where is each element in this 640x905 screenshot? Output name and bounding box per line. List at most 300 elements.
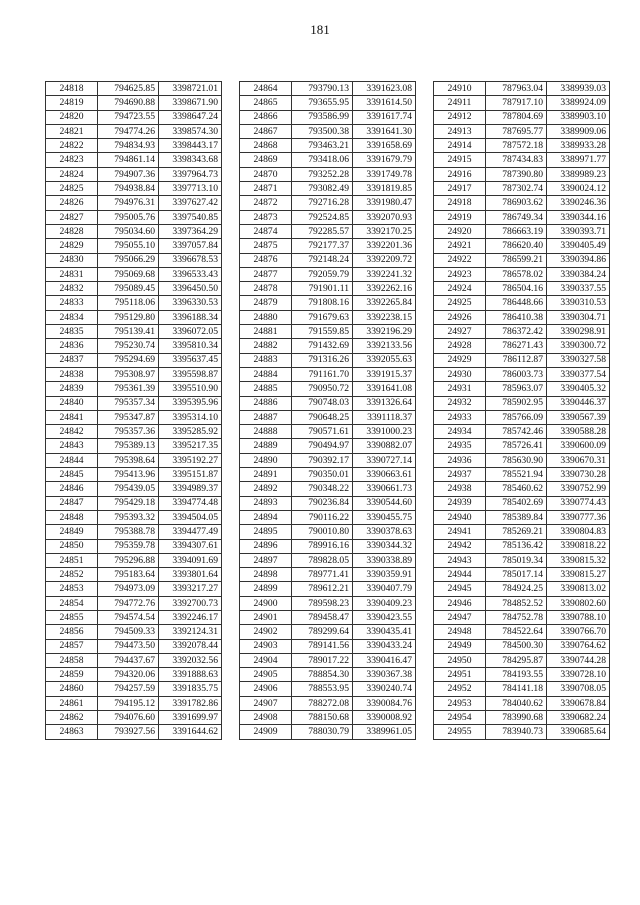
y-coordinate-cell: 3390024.12 <box>547 182 610 196</box>
table-row <box>434 539 610 553</box>
page-number: 181 <box>310 22 330 37</box>
y-coordinate-cell: 3390378.63 <box>353 525 416 539</box>
point-id-cell: 24835 <box>46 325 98 339</box>
point-id-cell: 24828 <box>46 224 98 238</box>
point-id-cell: 24919 <box>434 210 486 224</box>
table-row <box>434 139 610 153</box>
x-coordinate-cell: 785963.07 <box>486 382 547 396</box>
y-coordinate-cell: 3390744.28 <box>547 653 610 667</box>
point-id-cell: 24826 <box>46 196 98 210</box>
y-coordinate-cell: 3395598.87 <box>159 367 222 381</box>
y-coordinate-cell: 3395192.27 <box>159 453 222 467</box>
point-id-cell: 24938 <box>434 482 486 496</box>
point-id-cell: 24858 <box>46 653 98 667</box>
x-coordinate-cell: 791432.69 <box>292 339 353 353</box>
table-row <box>434 696 610 710</box>
table-row <box>46 396 222 410</box>
table-row <box>46 282 222 296</box>
x-coordinate-cell: 786749.34 <box>486 210 547 224</box>
point-id-cell: 24873 <box>240 210 292 224</box>
x-coordinate-cell: 787917.10 <box>486 96 547 110</box>
y-coordinate-cell: 3397627.42 <box>159 196 222 210</box>
point-id-cell: 24931 <box>434 382 486 396</box>
point-id-cell: 24899 <box>240 582 292 596</box>
x-coordinate-cell: 788030.79 <box>292 725 353 739</box>
y-coordinate-cell: 3392055.63 <box>353 353 416 367</box>
y-coordinate-cell: 3391819.85 <box>353 182 416 196</box>
x-coordinate-cell: 791316.26 <box>292 353 353 367</box>
table-row <box>46 496 222 510</box>
table-row <box>46 553 222 567</box>
point-id-cell: 24904 <box>240 653 292 667</box>
x-coordinate-cell: 784295.87 <box>486 653 547 667</box>
x-coordinate-cell: 793463.21 <box>292 139 353 153</box>
table-row <box>46 310 222 324</box>
y-coordinate-cell: 3389971.77 <box>547 153 610 167</box>
table-row <box>240 282 416 296</box>
x-coordinate-cell: 786372.42 <box>486 325 547 339</box>
y-coordinate-cell: 3390246.36 <box>547 196 610 210</box>
table-row <box>240 353 416 367</box>
point-id-cell: 24853 <box>46 582 98 596</box>
y-coordinate-cell: 3390446.37 <box>547 396 610 410</box>
x-coordinate-cell: 791559.85 <box>292 325 353 339</box>
table-row <box>434 496 610 510</box>
table-row <box>46 525 222 539</box>
table-row <box>434 82 610 96</box>
y-coordinate-cell: 3392265.84 <box>353 296 416 310</box>
x-coordinate-cell: 794861.14 <box>98 153 159 167</box>
y-coordinate-cell: 3390802.60 <box>547 596 610 610</box>
x-coordinate-cell: 793586.99 <box>292 110 353 124</box>
x-coordinate-cell: 794690.88 <box>98 96 159 110</box>
y-coordinate-cell: 3395510.90 <box>159 382 222 396</box>
x-coordinate-cell: 792716.28 <box>292 196 353 210</box>
x-coordinate-cell: 791161.70 <box>292 367 353 381</box>
x-coordinate-cell: 794257.59 <box>98 682 159 696</box>
point-id-cell: 24946 <box>434 596 486 610</box>
x-coordinate-cell: 784193.55 <box>486 668 547 682</box>
point-id-cell: 24924 <box>434 282 486 296</box>
table-row <box>434 396 610 410</box>
y-coordinate-cell: 3390435.41 <box>353 625 416 639</box>
x-coordinate-cell: 794509.33 <box>98 625 159 639</box>
table-row <box>240 453 416 467</box>
x-coordinate-cell: 795429.18 <box>98 496 159 510</box>
point-id-cell: 24856 <box>46 625 98 639</box>
table-row <box>434 210 610 224</box>
x-coordinate-cell: 795357.36 <box>98 425 159 439</box>
x-coordinate-cell: 792059.79 <box>292 267 353 281</box>
y-coordinate-cell: 3389903.10 <box>547 110 610 124</box>
x-coordinate-cell: 785742.46 <box>486 425 547 439</box>
point-id-cell: 24945 <box>434 582 486 596</box>
table-row <box>46 124 222 138</box>
table-row <box>46 696 222 710</box>
table-row <box>434 610 610 624</box>
x-coordinate-cell: 792148.24 <box>292 253 353 267</box>
table-row <box>434 425 610 439</box>
y-coordinate-cell: 3395810.34 <box>159 339 222 353</box>
y-coordinate-cell: 3390405.49 <box>547 239 610 253</box>
point-id-cell: 24909 <box>240 725 292 739</box>
table-row <box>434 568 610 582</box>
x-coordinate-cell: 795034.60 <box>98 224 159 238</box>
y-coordinate-cell: 3398721.01 <box>159 82 222 96</box>
table-row <box>240 396 416 410</box>
point-id-cell: 24860 <box>46 682 98 696</box>
x-coordinate-cell: 795118.06 <box>98 296 159 310</box>
y-coordinate-cell: 3396072.05 <box>159 325 222 339</box>
table-row <box>240 496 416 510</box>
table-row <box>46 367 222 381</box>
x-coordinate-cell: 784500.30 <box>486 639 547 653</box>
table-row <box>46 167 222 181</box>
table-row <box>46 196 222 210</box>
point-id-cell: 24906 <box>240 682 292 696</box>
y-coordinate-cell: 3391118.37 <box>353 410 416 424</box>
x-coordinate-cell: 795439.05 <box>98 482 159 496</box>
x-coordinate-cell: 795230.74 <box>98 339 159 353</box>
table-row <box>434 267 610 281</box>
x-coordinate-cell: 794574.54 <box>98 610 159 624</box>
point-id-cell: 24880 <box>240 310 292 324</box>
x-coordinate-cell: 785136.42 <box>486 539 547 553</box>
x-coordinate-cell: 794834.93 <box>98 139 159 153</box>
x-coordinate-cell: 794938.84 <box>98 182 159 196</box>
x-coordinate-cell: 784752.78 <box>486 610 547 624</box>
table-row <box>240 725 416 739</box>
x-coordinate-cell: 790010.80 <box>292 525 353 539</box>
point-id-cell: 24910 <box>434 82 486 96</box>
y-coordinate-cell: 3390337.55 <box>547 282 610 296</box>
x-coordinate-cell: 795388.78 <box>98 525 159 539</box>
y-coordinate-cell: 3390327.58 <box>547 353 610 367</box>
x-coordinate-cell: 789771.41 <box>292 568 353 582</box>
point-id-cell: 24952 <box>434 682 486 696</box>
y-coordinate-cell: 3398647.24 <box>159 110 222 124</box>
table-row <box>240 210 416 224</box>
table-row <box>46 239 222 253</box>
point-id-cell: 24877 <box>240 267 292 281</box>
x-coordinate-cell: 788150.68 <box>292 711 353 725</box>
table-row <box>46 653 222 667</box>
point-id-cell: 24928 <box>434 339 486 353</box>
x-coordinate-cell: 784924.25 <box>486 582 547 596</box>
y-coordinate-cell: 3391782.86 <box>159 696 222 710</box>
point-id-cell: 24849 <box>46 525 98 539</box>
table-row <box>434 510 610 524</box>
point-id-cell: 24901 <box>240 610 292 624</box>
table-row <box>434 110 610 124</box>
x-coordinate-cell: 785460.62 <box>486 482 547 496</box>
y-coordinate-cell: 3390394.86 <box>547 253 610 267</box>
y-coordinate-cell: 3390433.24 <box>353 639 416 653</box>
table-row <box>46 110 222 124</box>
table-row <box>46 224 222 238</box>
table-row <box>240 82 416 96</box>
x-coordinate-cell: 795389.13 <box>98 439 159 453</box>
x-coordinate-cell: 783940.73 <box>486 725 547 739</box>
table-row <box>434 639 610 653</box>
table-row <box>240 425 416 439</box>
x-coordinate-cell: 794625.85 <box>98 82 159 96</box>
y-coordinate-cell: 3390407.79 <box>353 582 416 596</box>
point-id-cell: 24869 <box>240 153 292 167</box>
y-coordinate-cell: 3390405.32 <box>547 382 610 396</box>
point-id-cell: 24834 <box>46 310 98 324</box>
point-id-cell: 24867 <box>240 124 292 138</box>
y-coordinate-cell: 3390818.22 <box>547 539 610 553</box>
point-id-cell: 24868 <box>240 139 292 153</box>
x-coordinate-cell: 795069.68 <box>98 267 159 281</box>
y-coordinate-cell: 3390813.02 <box>547 582 610 596</box>
x-coordinate-cell: 785726.41 <box>486 439 547 453</box>
x-coordinate-cell: 795055.10 <box>98 239 159 253</box>
x-coordinate-cell: 790236.84 <box>292 496 353 510</box>
x-coordinate-cell: 795413.96 <box>98 468 159 482</box>
y-coordinate-cell: 3392241.32 <box>353 267 416 281</box>
point-id-cell: 24942 <box>434 539 486 553</box>
table-row <box>434 596 610 610</box>
x-coordinate-cell: 795357.34 <box>98 396 159 410</box>
point-id-cell: 24900 <box>240 596 292 610</box>
y-coordinate-cell: 3396678.53 <box>159 253 222 267</box>
x-coordinate-cell: 794473.50 <box>98 639 159 653</box>
table-row <box>240 224 416 238</box>
x-coordinate-cell: 784852.52 <box>486 596 547 610</box>
point-id-cell: 24844 <box>46 453 98 467</box>
table-row <box>46 639 222 653</box>
y-coordinate-cell: 3390455.75 <box>353 510 416 524</box>
table-row <box>434 553 610 567</box>
y-coordinate-cell: 3390682.24 <box>547 711 610 725</box>
x-coordinate-cell: 793500.38 <box>292 124 353 138</box>
x-coordinate-cell: 786663.19 <box>486 224 547 238</box>
table-row <box>434 253 610 267</box>
x-coordinate-cell: 795294.69 <box>98 353 159 367</box>
y-coordinate-cell: 3394307.61 <box>159 539 222 553</box>
y-coordinate-cell: 3390298.91 <box>547 325 610 339</box>
point-id-cell: 24937 <box>434 468 486 482</box>
y-coordinate-cell: 3396330.53 <box>159 296 222 310</box>
point-id-cell: 24929 <box>434 353 486 367</box>
x-coordinate-cell: 790350.01 <box>292 468 353 482</box>
y-coordinate-cell: 3390338.89 <box>353 553 416 567</box>
table-row <box>46 425 222 439</box>
point-id-cell: 24847 <box>46 496 98 510</box>
y-coordinate-cell: 3390393.71 <box>547 224 610 238</box>
y-coordinate-cell: 3391679.79 <box>353 153 416 167</box>
point-id-cell: 24950 <box>434 653 486 667</box>
point-id-cell: 24833 <box>46 296 98 310</box>
y-coordinate-cell: 3390084.76 <box>353 696 416 710</box>
point-id-cell: 24863 <box>46 725 98 739</box>
table-row <box>240 639 416 653</box>
y-coordinate-cell: 3392201.36 <box>353 239 416 253</box>
x-coordinate-cell: 795139.41 <box>98 325 159 339</box>
point-id-cell: 24902 <box>240 625 292 639</box>
y-coordinate-cell: 3391614.50 <box>353 96 416 110</box>
table-row <box>46 410 222 424</box>
y-coordinate-cell: 3389924.09 <box>547 96 610 110</box>
table-row <box>46 510 222 524</box>
x-coordinate-cell: 791901.11 <box>292 282 353 296</box>
table-row <box>240 610 416 624</box>
point-id-cell: 24925 <box>434 296 486 310</box>
y-coordinate-cell: 3390727.14 <box>353 453 416 467</box>
y-coordinate-cell: 3398343.68 <box>159 153 222 167</box>
point-id-cell: 24837 <box>46 353 98 367</box>
x-coordinate-cell: 787572.18 <box>486 139 547 153</box>
table-row <box>434 182 610 196</box>
table-row <box>240 553 416 567</box>
x-coordinate-cell: 785269.21 <box>486 525 547 539</box>
table-row <box>46 582 222 596</box>
point-id-cell: 24830 <box>46 253 98 267</box>
y-coordinate-cell: 3390240.74 <box>353 682 416 696</box>
table-row <box>46 468 222 482</box>
table-row <box>240 568 416 582</box>
table-row <box>434 124 610 138</box>
table-row <box>46 153 222 167</box>
x-coordinate-cell: 792524.85 <box>292 210 353 224</box>
y-coordinate-cell: 3396188.34 <box>159 310 222 324</box>
coordinate-table-2 <box>239 81 416 740</box>
x-coordinate-cell: 793252.28 <box>292 167 353 181</box>
y-coordinate-cell: 3391641.30 <box>353 124 416 138</box>
table-row <box>434 482 610 496</box>
y-coordinate-cell: 3394477.49 <box>159 525 222 539</box>
x-coordinate-cell: 792285.57 <box>292 224 353 238</box>
point-id-cell: 24953 <box>434 696 486 710</box>
point-id-cell: 24891 <box>240 468 292 482</box>
x-coordinate-cell: 785017.14 <box>486 568 547 582</box>
table-row <box>46 382 222 396</box>
y-coordinate-cell: 3391980.47 <box>353 196 416 210</box>
point-id-cell: 24927 <box>434 325 486 339</box>
y-coordinate-cell: 3396533.43 <box>159 267 222 281</box>
table-row <box>240 239 416 253</box>
x-coordinate-cell: 784141.18 <box>486 682 547 696</box>
y-coordinate-cell: 3392262.16 <box>353 282 416 296</box>
y-coordinate-cell: 3395314.10 <box>159 410 222 424</box>
point-id-cell: 24926 <box>434 310 486 324</box>
point-id-cell: 24824 <box>46 167 98 181</box>
table-row <box>240 310 416 324</box>
table-row <box>434 367 610 381</box>
x-coordinate-cell: 795361.39 <box>98 382 159 396</box>
y-coordinate-cell: 3391000.23 <box>353 425 416 439</box>
point-id-cell: 24936 <box>434 453 486 467</box>
table-row <box>240 96 416 110</box>
y-coordinate-cell: 3390766.70 <box>547 625 610 639</box>
point-id-cell: 24879 <box>240 296 292 310</box>
table-row <box>46 625 222 639</box>
point-id-cell: 24951 <box>434 668 486 682</box>
table-row <box>46 96 222 110</box>
table-row <box>46 725 222 739</box>
table-row <box>46 296 222 310</box>
table-row <box>240 653 416 667</box>
point-id-cell: 24893 <box>240 496 292 510</box>
point-id-cell: 24941 <box>434 525 486 539</box>
y-coordinate-cell: 3392170.25 <box>353 224 416 238</box>
point-id-cell: 24886 <box>240 396 292 410</box>
table-row <box>434 653 610 667</box>
x-coordinate-cell: 794723.55 <box>98 110 159 124</box>
y-coordinate-cell: 3397964.73 <box>159 167 222 181</box>
y-coordinate-cell: 3394504.05 <box>159 510 222 524</box>
x-coordinate-cell: 789017.22 <box>292 653 353 667</box>
point-id-cell: 24843 <box>46 439 98 453</box>
x-coordinate-cell: 795129.80 <box>98 310 159 324</box>
table-row <box>46 568 222 582</box>
table-row <box>434 582 610 596</box>
y-coordinate-cell: 3396450.50 <box>159 282 222 296</box>
table-row <box>240 525 416 539</box>
x-coordinate-cell: 794976.31 <box>98 196 159 210</box>
point-id-cell: 24823 <box>46 153 98 167</box>
y-coordinate-cell: 3390730.28 <box>547 468 610 482</box>
y-coordinate-cell: 3393801.64 <box>159 568 222 582</box>
point-id-cell: 24903 <box>240 639 292 653</box>
table-row <box>240 124 416 138</box>
x-coordinate-cell: 785630.90 <box>486 453 547 467</box>
table-row <box>240 482 416 496</box>
point-id-cell: 24892 <box>240 482 292 496</box>
table-row <box>46 139 222 153</box>
y-coordinate-cell: 3394091.69 <box>159 553 222 567</box>
point-id-cell: 24939 <box>434 496 486 510</box>
y-coordinate-cell: 3390344.32 <box>353 539 416 553</box>
table-row <box>434 153 610 167</box>
point-id-cell: 24866 <box>240 110 292 124</box>
x-coordinate-cell: 787434.83 <box>486 153 547 167</box>
y-coordinate-cell: 3392246.17 <box>159 610 222 624</box>
y-coordinate-cell: 3390310.53 <box>547 296 610 310</box>
y-coordinate-cell: 3397713.10 <box>159 182 222 196</box>
y-coordinate-cell: 3391835.75 <box>159 682 222 696</box>
y-coordinate-cell: 3390678.84 <box>547 696 610 710</box>
y-coordinate-cell: 3397540.85 <box>159 210 222 224</box>
x-coordinate-cell: 795393.32 <box>98 510 159 524</box>
table-row <box>434 224 610 238</box>
point-id-cell: 24930 <box>434 367 486 381</box>
table-row <box>240 439 416 453</box>
y-coordinate-cell: 3391644.62 <box>159 725 222 739</box>
point-id-cell: 24916 <box>434 167 486 181</box>
y-coordinate-cell: 3390600.09 <box>547 439 610 453</box>
x-coordinate-cell: 794774.26 <box>98 124 159 138</box>
y-coordinate-cell: 3392070.93 <box>353 210 416 224</box>
x-coordinate-cell: 785902.95 <box>486 396 547 410</box>
point-id-cell: 24947 <box>434 610 486 624</box>
y-coordinate-cell: 3390588.28 <box>547 425 610 439</box>
table-row <box>434 353 610 367</box>
point-id-cell: 24948 <box>434 625 486 639</box>
point-id-cell: 24940 <box>434 510 486 524</box>
point-id-cell: 24913 <box>434 124 486 138</box>
x-coordinate-cell: 795089.45 <box>98 282 159 296</box>
y-coordinate-cell: 3397057.84 <box>159 239 222 253</box>
point-id-cell: 24920 <box>434 224 486 238</box>
x-coordinate-cell: 790348.22 <box>292 482 353 496</box>
table-row <box>240 296 416 310</box>
y-coordinate-cell: 3390788.10 <box>547 610 610 624</box>
y-coordinate-cell: 3395151.87 <box>159 468 222 482</box>
x-coordinate-cell: 791808.16 <box>292 296 353 310</box>
